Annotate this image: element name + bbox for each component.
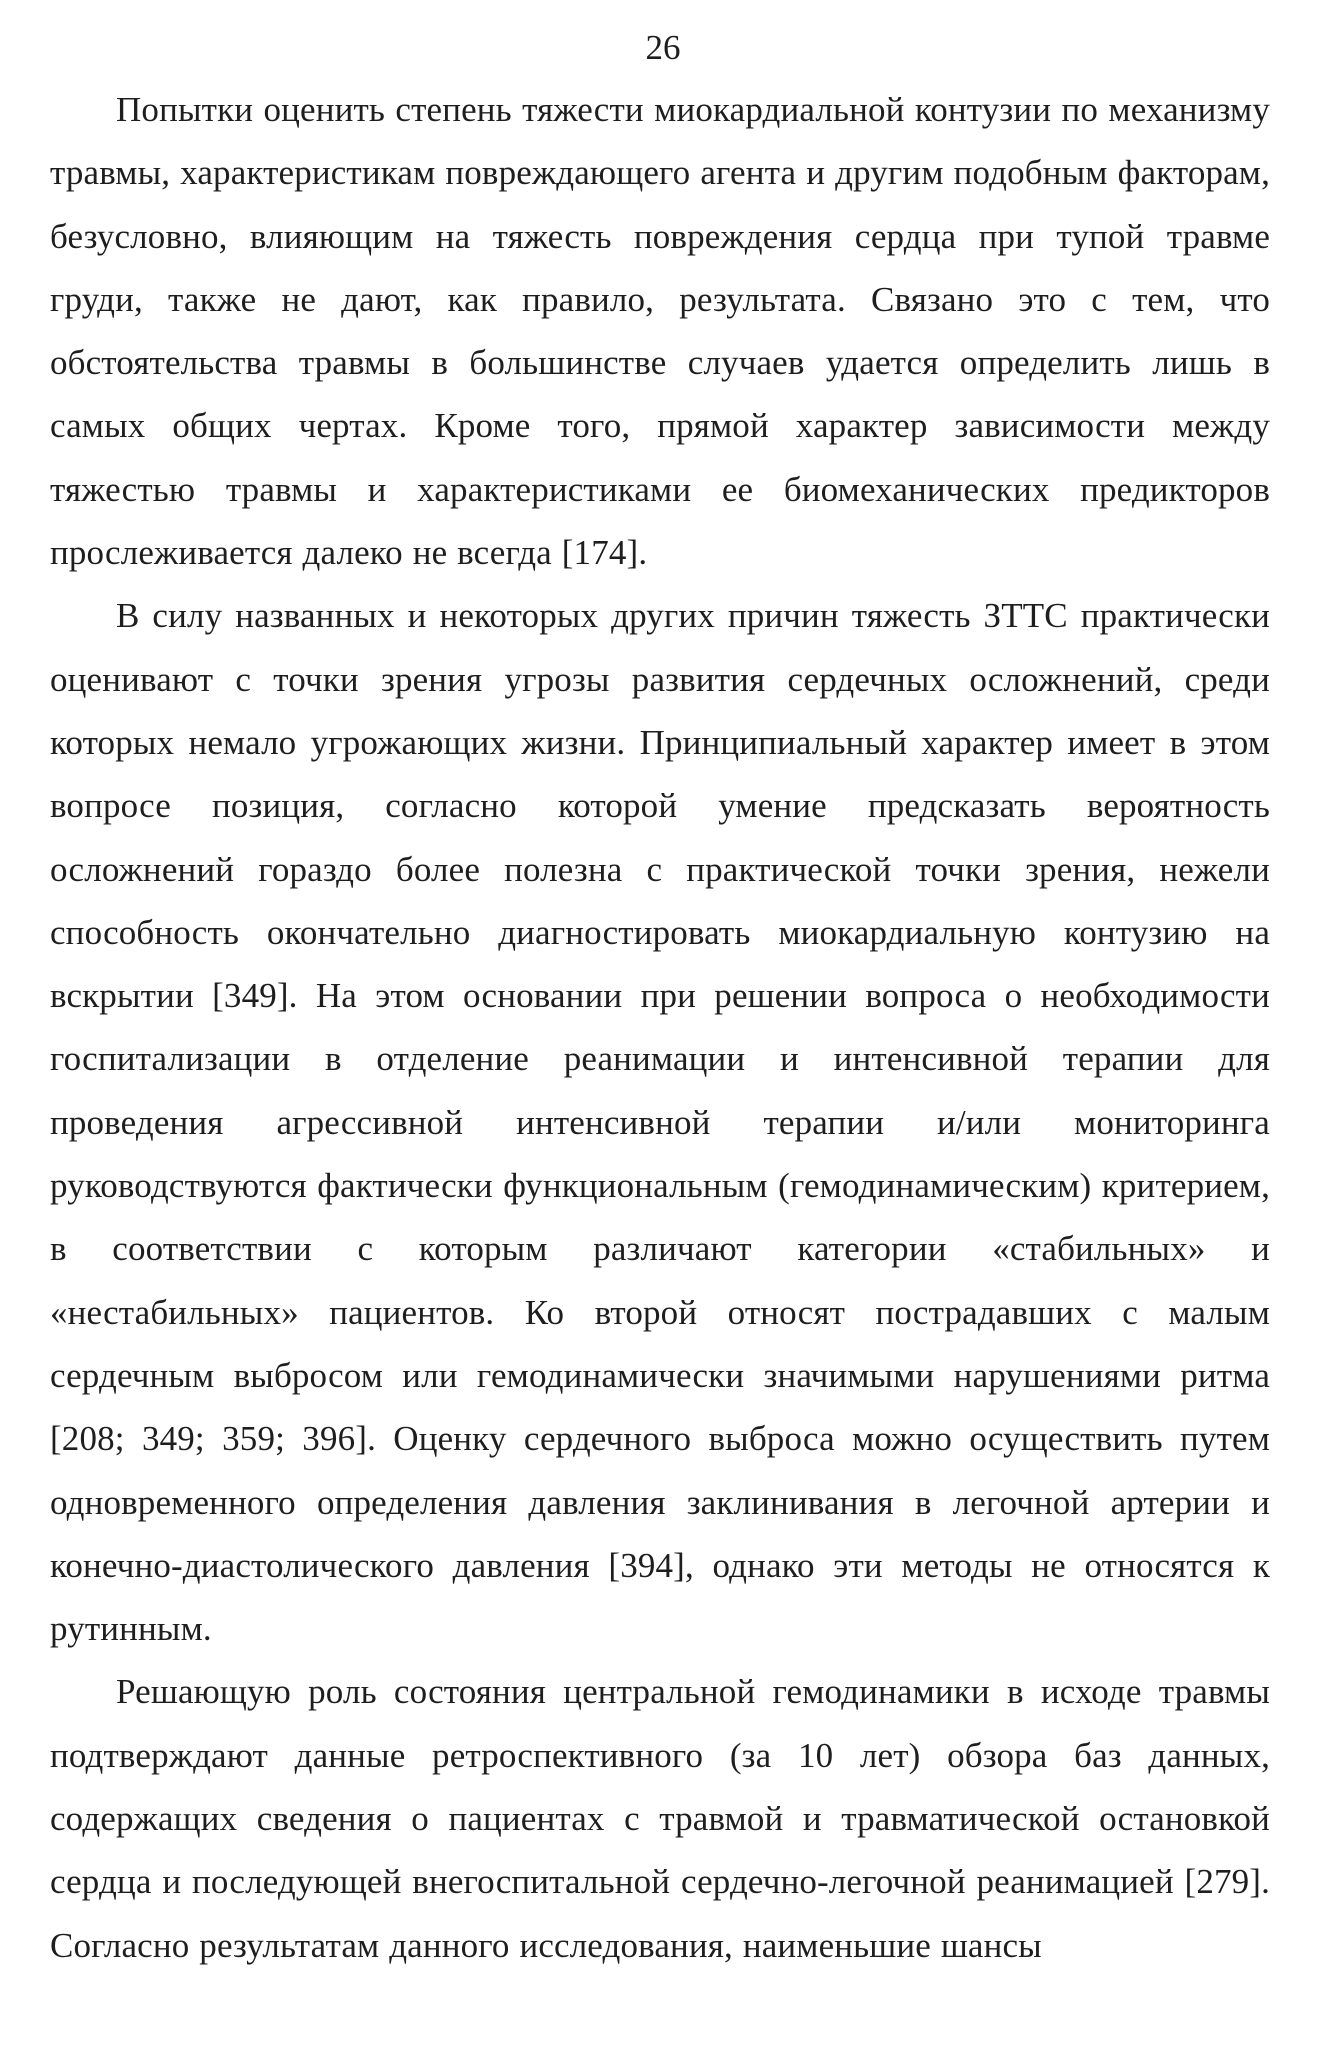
paragraph-2: В силу названных и некоторых других причин тяжесть ЗТТС практически оценивают с точки зрения угрозы развития сердечных осложнений, среди которых немало угрожающих жизни. Принципиальный характер имеет в этом вопросе позиция, согласно которой умение предсказать вероятность осложнений гораздо более полезна с практической точки зрения, нежели способность окончательно диагностировать миокардиальную контузию на вскрытии [349]. На этом основании при решении вопроса о необходимости госпитализации в отделение реанимации и интенсивной терапии для проведения агрессивной интенсивной терапии и/или мониторинга руководствуются фактически функциональным (гемодинамическим) критерием, в соответствии с которым различают категории «стабильных» и «нестабильных» пациентов. Ко второй относят пострадавших с малым сердечным выбросом или гемодинамически значимыми нарушениями ритма [208; 349; 359; 396]. Оценку сердечного выброса можно осуществить путем одновременного определения давления заклинивания в легочной артерии и конечно-диастолического давления [394], однако эти методы не относятся к рутинным. [50, 596, 1270, 1649]
paragraph-3: Решающую роль состояния центральной гемодинамики в исходе травмы подтверждают данные ретроспективного (за 10 лет) обзора баз данных, содержащих сведения о пациентах с травмой и травматической остановкой сердца и последующей внегоспитальной сердечно-легочной реанимацией [279]. Согласно результатам данного исследования, наименьшие шансы [50, 1672, 1270, 1965]
paragraph-1: Попытки оценить степень тяжести миокардиальной контузии по механизму травмы, характеристикам повреждающего агента и другим подобным факторам, безусловно, влияющим на тяжесть повреждения сердца при тупой травме груди, также не дают, как правило, результата. Связано это с тем, что обстоятельства травмы в большинстве случаев удается определить лишь в самых общих чертах. Кроме того, прямой характер зависимости между тяжестью травмы и характеристиками ее биомеханических предикторов прослеживается далеко не всегда [174]. [50, 90, 1270, 573]
page-number: 26 [645, 28, 681, 67]
page-body [50, 78, 1270, 1977]
